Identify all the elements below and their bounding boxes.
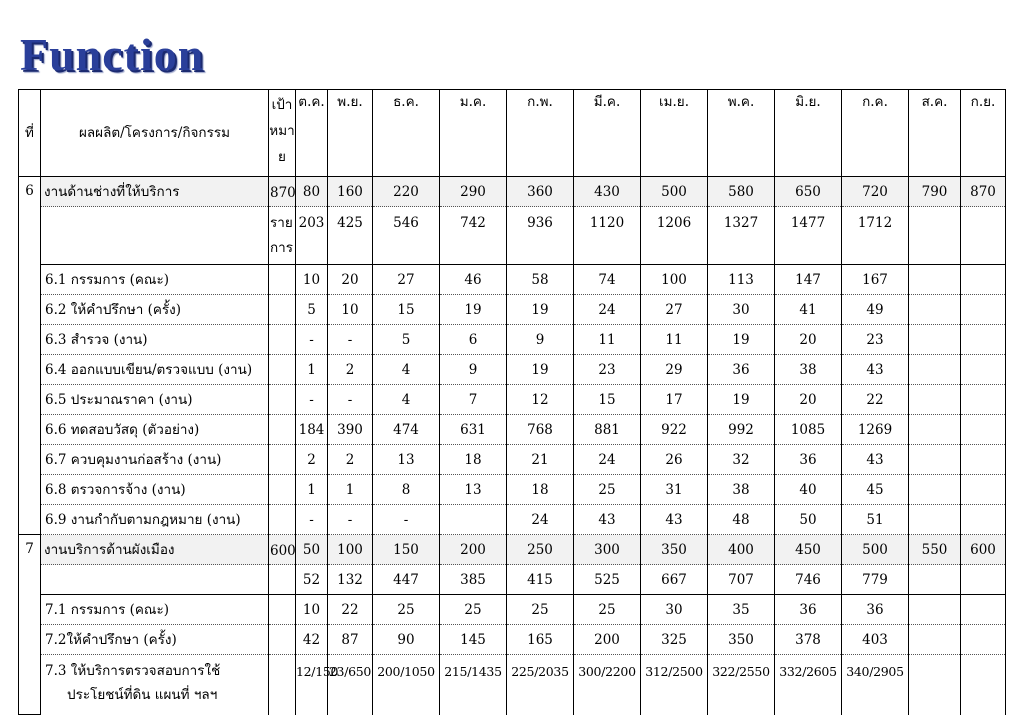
item-value xyxy=(909,445,961,475)
item-value: 18 xyxy=(507,475,574,505)
item-value xyxy=(961,415,1006,445)
item-value: 22 xyxy=(842,385,909,415)
item-row xyxy=(19,385,1006,415)
section-actual-row xyxy=(19,207,1006,265)
item-value: 631 xyxy=(440,415,507,445)
item-value: 36 xyxy=(775,445,842,475)
item-value: 20 xyxy=(775,385,842,415)
header-month: ต.ค. xyxy=(296,90,328,177)
section-name: งานด้านช่างที่ให้บริการ xyxy=(41,177,269,207)
plan-cell: 790 xyxy=(909,177,961,207)
item-value: 15 xyxy=(574,385,641,415)
item-value: 90 xyxy=(373,625,440,655)
item-value: 11 xyxy=(574,325,641,355)
item-value xyxy=(961,325,1006,355)
item-value: 45 xyxy=(842,475,909,505)
actual-cell: 1477 xyxy=(775,207,842,265)
item-value: 7 xyxy=(440,385,507,415)
actual-cell: 1206 xyxy=(641,207,708,265)
item-value: 36 xyxy=(708,355,775,385)
item-row xyxy=(19,325,1006,355)
actual-cell: 936 xyxy=(507,207,574,265)
item-value: 147 xyxy=(775,265,842,295)
plan-cell: 550 xyxy=(909,535,961,565)
section-number: 7 xyxy=(19,535,41,715)
plan-cell: 200 xyxy=(440,535,507,565)
actual-cell: 203 xyxy=(296,207,328,265)
page-title: Function xyxy=(20,29,205,80)
actual-cell: 779 xyxy=(842,565,909,595)
item-row xyxy=(19,265,1006,295)
item-value: 340/2905 xyxy=(842,655,909,715)
header-month: ก.ค. xyxy=(842,90,909,177)
item-value: 350 xyxy=(708,625,775,655)
item-label: 6.3 สำรวจ (งาน) xyxy=(41,325,269,355)
item-value: 113 xyxy=(708,265,775,295)
item-value: 20 xyxy=(328,265,373,295)
item-target xyxy=(269,385,296,415)
item-value: 43 xyxy=(574,505,641,535)
plan-cell: 430 xyxy=(574,177,641,207)
item-value: 1269 xyxy=(842,415,909,445)
header-month: ก.ย. xyxy=(961,90,1006,177)
item-value: 46 xyxy=(440,265,507,295)
item-target xyxy=(269,445,296,475)
item-value: 225/2035 xyxy=(507,655,574,715)
item-value: 20 xyxy=(775,325,842,355)
section-plan-row xyxy=(19,535,1006,565)
item-value: 300/2200 xyxy=(574,655,641,715)
section-target-unit xyxy=(269,565,296,595)
item-value xyxy=(961,475,1006,505)
actual-cell: 52 xyxy=(296,565,328,595)
item-value: 390 xyxy=(328,415,373,445)
item-value: 4 xyxy=(373,385,440,415)
plan-cell: 580 xyxy=(708,177,775,207)
item-value: - xyxy=(296,385,328,415)
item-value xyxy=(440,505,507,535)
item-value xyxy=(909,355,961,385)
item-value: 58 xyxy=(507,265,574,295)
plan-cell: 100 xyxy=(328,535,373,565)
item-value: 9 xyxy=(507,325,574,355)
item-row xyxy=(19,505,1006,535)
table-header-row xyxy=(19,90,1006,177)
item-value: 1 xyxy=(328,475,373,505)
section-plan-row xyxy=(19,177,1006,207)
item-value: - xyxy=(373,505,440,535)
item-value xyxy=(961,385,1006,415)
item-target xyxy=(269,475,296,505)
header-month: ก.พ. xyxy=(507,90,574,177)
plan-cell: 160 xyxy=(328,177,373,207)
section-actual-row xyxy=(19,565,1006,595)
item-value: - xyxy=(328,325,373,355)
header-month: มี.ค. xyxy=(574,90,641,177)
plan-cell: 150 xyxy=(373,535,440,565)
item-label: 7.1 กรรมการ (คณะ) xyxy=(41,595,269,625)
item-value: 4 xyxy=(373,355,440,385)
item-value: 38 xyxy=(708,475,775,505)
item-value xyxy=(909,385,961,415)
item-row xyxy=(19,415,1006,445)
item-value: 184 xyxy=(296,415,328,445)
item-value xyxy=(961,355,1006,385)
item-value: 19 xyxy=(507,355,574,385)
item-value xyxy=(961,445,1006,475)
item-target xyxy=(269,355,296,385)
header-no: ที่ xyxy=(19,90,41,177)
item-value: 23 xyxy=(842,325,909,355)
item-value: 43 xyxy=(641,505,708,535)
item-value: 10 xyxy=(296,265,328,295)
actual-cell: 1327 xyxy=(708,207,775,265)
plan-cell: 300 xyxy=(574,535,641,565)
item-value: - xyxy=(296,325,328,355)
item-value: 200 xyxy=(574,625,641,655)
plan-cell: 350 xyxy=(641,535,708,565)
item-value: 49 xyxy=(842,295,909,325)
item-value: 167 xyxy=(842,265,909,295)
actual-cell xyxy=(909,207,961,265)
item-label: 7.2ให้คำปรึกษา (ครั้ง) xyxy=(41,625,269,655)
item-row xyxy=(19,445,1006,475)
item-value: 2 xyxy=(328,355,373,385)
item-value: 31 xyxy=(641,475,708,505)
item-value: 27 xyxy=(373,265,440,295)
header-month: พ.ย. xyxy=(328,90,373,177)
item-value: 36 xyxy=(775,595,842,625)
item-value: 25 xyxy=(373,595,440,625)
item-target xyxy=(269,325,296,355)
table-body xyxy=(19,177,1006,715)
item-value: 29 xyxy=(641,355,708,385)
item-label: 6.8 ตรวจการจ้าง (งาน) xyxy=(41,475,269,505)
item-value xyxy=(961,505,1006,535)
item-value: 24 xyxy=(574,445,641,475)
item-value: 312/2500 xyxy=(641,655,708,715)
item-row xyxy=(19,595,1006,625)
item-value: 51 xyxy=(842,505,909,535)
item-value: 18 xyxy=(440,445,507,475)
item-value: 50 xyxy=(775,505,842,535)
item-value: 36 xyxy=(842,595,909,625)
header-target-line: ย xyxy=(278,149,286,165)
actual-cell: 425 xyxy=(328,207,373,265)
plan-cell: 80 xyxy=(296,177,328,207)
actual-cell: 415 xyxy=(507,565,574,595)
item-target xyxy=(269,655,296,715)
plan-cell: 250 xyxy=(507,535,574,565)
item-value: 43 xyxy=(842,445,909,475)
item-label: 6.5 ประมาณราคา (งาน) xyxy=(41,385,269,415)
item-value: 11 xyxy=(641,325,708,355)
item-value: 10 xyxy=(296,595,328,625)
header-month: ธ.ค. xyxy=(373,90,440,177)
item-value: 12/150 xyxy=(296,655,328,715)
item-value: 30 xyxy=(708,295,775,325)
actual-cell: 132 xyxy=(328,565,373,595)
item-value: 2 xyxy=(328,445,373,475)
plan-cell: 360 xyxy=(507,177,574,207)
actual-cell xyxy=(909,565,961,595)
item-row xyxy=(19,475,1006,505)
item-label: 6.6 ทดสอบวัสดุ (ตัวอย่าง) xyxy=(41,415,269,445)
item-value xyxy=(961,655,1006,715)
item-target xyxy=(269,625,296,655)
item-target xyxy=(269,505,296,535)
plan-cell: 720 xyxy=(842,177,909,207)
plan-cell: 870 xyxy=(961,177,1006,207)
item-value: 1 xyxy=(296,355,328,385)
item-value: 41 xyxy=(775,295,842,325)
plan-cell: 650 xyxy=(775,177,842,207)
plan-cell: 500 xyxy=(641,177,708,207)
actual-cell: 385 xyxy=(440,565,507,595)
item-value xyxy=(909,475,961,505)
item-value: 23 xyxy=(574,355,641,385)
item-row xyxy=(19,355,1006,385)
item-value: 17 xyxy=(641,385,708,415)
item-value: 19 xyxy=(708,325,775,355)
item-value: - xyxy=(296,505,328,535)
item-label-line: 7.3 ให้บริการตรวจสอบการใช้ xyxy=(45,663,221,679)
item-value: 145 xyxy=(440,625,507,655)
item-label: 6.2 ให้คำปรึกษา (ครั้ง) xyxy=(41,295,269,325)
header-target xyxy=(269,90,296,177)
plan-cell: 220 xyxy=(373,177,440,207)
actual-cell: 546 xyxy=(373,207,440,265)
item-label: 6.4 ออกแบบเขียน/ตรวจแบบ (งาน) xyxy=(41,355,269,385)
actual-cell xyxy=(961,565,1006,595)
item-row xyxy=(19,295,1006,325)
item-value: 200/1050 xyxy=(373,655,440,715)
item-value xyxy=(909,325,961,355)
item-value xyxy=(909,295,961,325)
item-value: 19 xyxy=(708,385,775,415)
item-value: 38 xyxy=(775,355,842,385)
header-month: เม.ย. xyxy=(641,90,708,177)
actual-cell: 525 xyxy=(574,565,641,595)
item-value: 48 xyxy=(708,505,775,535)
actual-cell: 742 xyxy=(440,207,507,265)
item-value: 5 xyxy=(296,295,328,325)
actual-cell: 707 xyxy=(708,565,775,595)
item-value: 378 xyxy=(775,625,842,655)
actual-cell: 667 xyxy=(641,565,708,595)
item-value: 1085 xyxy=(775,415,842,445)
section-name-spacer xyxy=(41,565,269,595)
section-number: 6 xyxy=(19,177,41,535)
section-name-spacer xyxy=(41,207,269,265)
item-value xyxy=(909,265,961,295)
actual-cell: 1712 xyxy=(842,207,909,265)
plan-cell: 290 xyxy=(440,177,507,207)
item-value: 19 xyxy=(440,295,507,325)
item-value: 74 xyxy=(574,265,641,295)
plan-cell: 50 xyxy=(296,535,328,565)
item-value: 474 xyxy=(373,415,440,445)
item-value: 24 xyxy=(507,505,574,535)
actual-cell xyxy=(961,207,1006,265)
item-value: 42 xyxy=(296,625,328,655)
header-month: พ.ค. xyxy=(708,90,775,177)
item-label xyxy=(41,655,269,715)
item-value xyxy=(909,625,961,655)
item-value: 922 xyxy=(641,415,708,445)
item-value: - xyxy=(328,385,373,415)
item-label: 6.1 กรรมการ (คณะ) xyxy=(41,265,269,295)
header-month: มิ.ย. xyxy=(775,90,842,177)
item-row xyxy=(19,625,1006,655)
item-value: 19 xyxy=(507,295,574,325)
plan-cell: 450 xyxy=(775,535,842,565)
item-value: 25 xyxy=(574,595,641,625)
item-value: 43 xyxy=(842,355,909,385)
section-target-unit: ราย การ xyxy=(269,207,296,265)
item-value: 13 xyxy=(440,475,507,505)
item-value: 27 xyxy=(641,295,708,325)
performance-table xyxy=(18,89,1006,715)
actual-cell: 746 xyxy=(775,565,842,595)
item-value: 40 xyxy=(775,475,842,505)
item-value: 1 xyxy=(296,475,328,505)
item-value: 21 xyxy=(507,445,574,475)
item-value xyxy=(961,625,1006,655)
header-month: ม.ค. xyxy=(440,90,507,177)
item-value: - xyxy=(328,505,373,535)
item-value: 22 xyxy=(328,595,373,625)
item-value: 25 xyxy=(440,595,507,625)
item-value: 215/1435 xyxy=(440,655,507,715)
header-target-line: หมา xyxy=(269,123,295,139)
item-value: 9 xyxy=(440,355,507,385)
item-value: 2 xyxy=(296,445,328,475)
actual-cell: 1120 xyxy=(574,207,641,265)
item-value xyxy=(909,415,961,445)
item-target xyxy=(269,295,296,325)
section-target: 600 xyxy=(269,535,296,565)
item-value: 35 xyxy=(708,595,775,625)
item-value: 6 xyxy=(440,325,507,355)
item-value xyxy=(909,655,961,715)
item-value: 403 xyxy=(842,625,909,655)
item-value: 25 xyxy=(574,475,641,505)
item-value: 13 xyxy=(373,445,440,475)
item-value xyxy=(961,595,1006,625)
header-target-line: เป้า xyxy=(271,97,293,113)
header-product: ผลผลิต/โครงการ/กิจกรรม xyxy=(41,90,269,177)
section-target: 870 xyxy=(269,177,296,207)
item-value: 32 xyxy=(708,445,775,475)
header-month: ส.ค. xyxy=(909,90,961,177)
item-target xyxy=(269,265,296,295)
item-label: 6.9 งานกำกับตามกฎหมาย (งาน) xyxy=(41,505,269,535)
item-target xyxy=(269,595,296,625)
item-value: 8 xyxy=(373,475,440,505)
item-value: 87 xyxy=(328,625,373,655)
item-value: 768 xyxy=(507,415,574,445)
item-row xyxy=(19,655,1006,715)
item-value: 992 xyxy=(708,415,775,445)
item-value: 15 xyxy=(373,295,440,325)
item-value: 100 xyxy=(641,265,708,295)
actual-cell: 447 xyxy=(373,565,440,595)
item-value: 26 xyxy=(641,445,708,475)
item-value: 23/650 xyxy=(328,655,373,715)
plan-cell: 500 xyxy=(842,535,909,565)
item-value: 322/2550 xyxy=(708,655,775,715)
item-value: 881 xyxy=(574,415,641,445)
item-value: 25 xyxy=(507,595,574,625)
item-value: 165 xyxy=(507,625,574,655)
item-value: 24 xyxy=(574,295,641,325)
item-value xyxy=(961,265,1006,295)
item-value xyxy=(909,595,961,625)
plan-cell: 400 xyxy=(708,535,775,565)
item-value xyxy=(961,295,1006,325)
item-target xyxy=(269,415,296,445)
plan-cell: 600 xyxy=(961,535,1006,565)
item-value: 325 xyxy=(641,625,708,655)
item-value: 12 xyxy=(507,385,574,415)
item-label-line: ประโยชน์ที่ดิน แผนที่ ฯลฯ xyxy=(67,687,218,703)
item-value: 10 xyxy=(328,295,373,325)
item-value: 30 xyxy=(641,595,708,625)
section-name: งานบริการด้านผังเมือง xyxy=(41,535,269,565)
item-value xyxy=(909,505,961,535)
item-label: 6.7 ควบคุมงานก่อสร้าง (งาน) xyxy=(41,445,269,475)
item-value: 332/2605 xyxy=(775,655,842,715)
item-value: 5 xyxy=(373,325,440,355)
